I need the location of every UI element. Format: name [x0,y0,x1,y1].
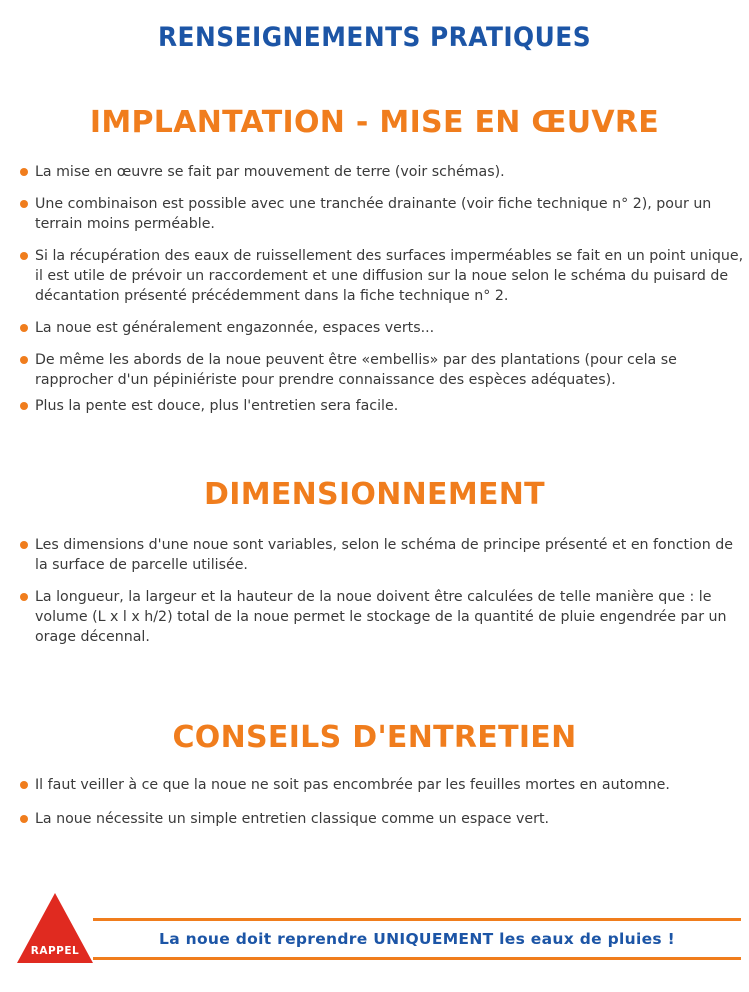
list-item [18,318,746,338]
list-item-text: Il faut veiller à ce que la noue ne soit pas encombrée par les feuilles mortes en automne. [35,777,670,793]
list-item-text: De même les abords de la noue peuvent être «embellis» par des plantations (pour cela se rapprocher d'un pépiniériste pour prendre connaissance des espèces adéquates). [35,352,677,388]
bullet-icon [20,593,28,601]
list-item-text: La noue nécessite un simple entretien classique comme un espace vert. [35,811,550,827]
list-item [18,775,746,795]
section-heading-implantation: IMPLANTATION - MISE EN ŒUVRE [89,105,660,140]
bullet-icon [20,402,28,410]
list-item [18,350,746,390]
list-item-text: Les dimensions d'une noue sont variables, selon le schéma de principe présenté et en fonction de la surface de parcelle utilisée. [35,537,733,573]
list-item-text: La mise en œuvre se fait par mouvement de terre (voir schémas). [35,164,505,180]
bullet-icon [20,356,28,364]
list-item [18,587,746,647]
section-heading-conseils: CONSEILS D'ENTRETIEN [172,720,577,755]
reminder-banner [93,918,741,960]
bullet-icon [20,815,28,823]
bullet-icon [20,781,28,789]
list-item [18,396,746,416]
list-item-text: La longueur, la largeur et la hauteur de la noue doivent être calculées de telle manière que : le volume (L x l x h/2) total de la noue permet le stockage de la quantité de pluie engendrée par un orage décennal. [35,589,727,645]
list-item [18,535,746,575]
reminder-text: La noue doit reprendre UNIQUEMENT les eaux de pluies ! [159,930,675,948]
list-item-text: Une combinaison est possible avec une tranchée drainante (voir fiche technique n° 2), pour un terrain moins perméable. [35,196,712,232]
list-item-text: Plus la pente est douce, plus l'entretien sera facile. [35,398,399,414]
rappel-badge: RAPPEL [30,945,80,957]
bullet-icon [20,168,28,176]
list-item [18,194,746,234]
bullet-icon [20,324,28,332]
list-item-text: Si la récupération des eaux de ruissellement des surfaces imperméables se fait en un point unique, il est utile de prévoir un raccordement et une diffusion sur la noue selon le schéma du puisard de décantation présenté précédemment dans la fiche technique n° 2. [35,248,744,304]
bullet-icon [20,541,28,549]
bullet-icon [20,252,28,260]
list-item-text: La noue est généralement engazonnée, espaces verts... [35,320,435,336]
list-item [18,809,746,829]
dimensionnement-list [18,535,746,647]
page-title: RENSEIGNEMENTS PRATIQUES [157,22,592,53]
section-heading-dimensionnement: DIMENSIONNEMENT [204,477,545,512]
conseils-list [18,775,746,829]
bullet-icon [20,200,28,208]
list-item [18,162,746,182]
implantation-list [18,162,746,416]
list-item [18,246,746,306]
